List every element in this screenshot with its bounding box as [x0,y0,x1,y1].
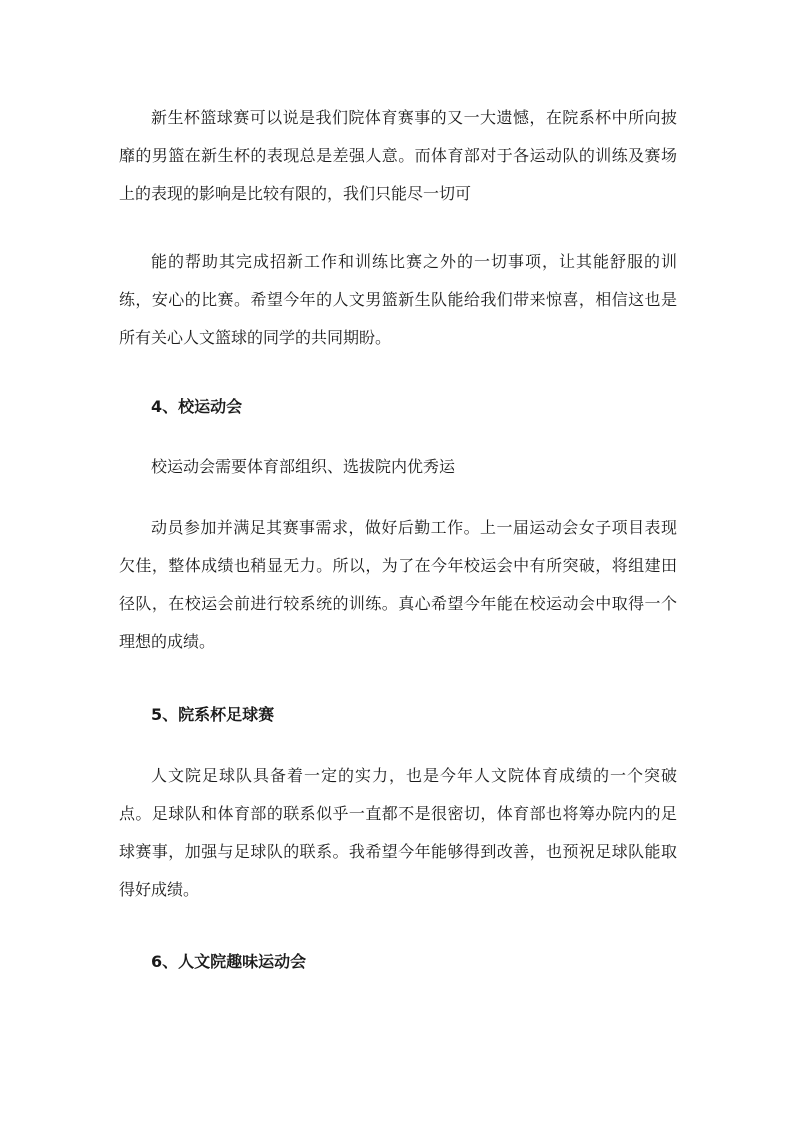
heading-school-sports-meet: 4、校运动会 [151,397,243,416]
heading-fun-sports-meet: 6、人文院趣味运动会 [151,952,307,971]
paragraph-school-sports-meet: 校运动会需要体育部组织、选拔院内优秀运 [151,457,456,476]
paragraph-freshman-cup-continued: 能的帮助其完成招新工作和训练比赛之外的一切事项，让其能舒服的训练，安心的比赛。希望今年的人文男篮新生队能给我们带来惊喜，相信这也是所有关心人文篮球的同学的共同期盼。 [119,252,677,347]
paragraph-department-football-cup: 人文院足球队具备着一定的实力，也是今年人文院体育成绩的一个突破点。足球队和体育部的联系似乎一直都不是很密切，体育部也将筹办院内的足球赛事，加强与足球队的联系。我希望今年能够得到改善，也预祝足球队能取得好成绩。 [119,766,677,899]
paragraph-school-sports-meet-continued: 动员参加并满足其赛事需求，做好后勤工作。上一届运动会女子项目表现欠佳，整体成绩也稍显无力。所以，为了在今年校运会中有所突破，将组建田径队，在校运会前进行较系统的训练。真心希望今年能在校运动会中取得一个理想的成绩。 [119,518,677,651]
paragraph-freshman-cup: 新生杯篮球赛可以说是我们院体育赛事的又一大遗憾，在院系杯中所向披靡的男篮在新生杯的表现总是差强人意。而体育部对于各运动队的训练及赛场上的表现的影响是比较有限的，我们只能尽一切可 [119,108,677,203]
heading-department-football-cup: 5、院系杯足球赛 [151,705,275,724]
